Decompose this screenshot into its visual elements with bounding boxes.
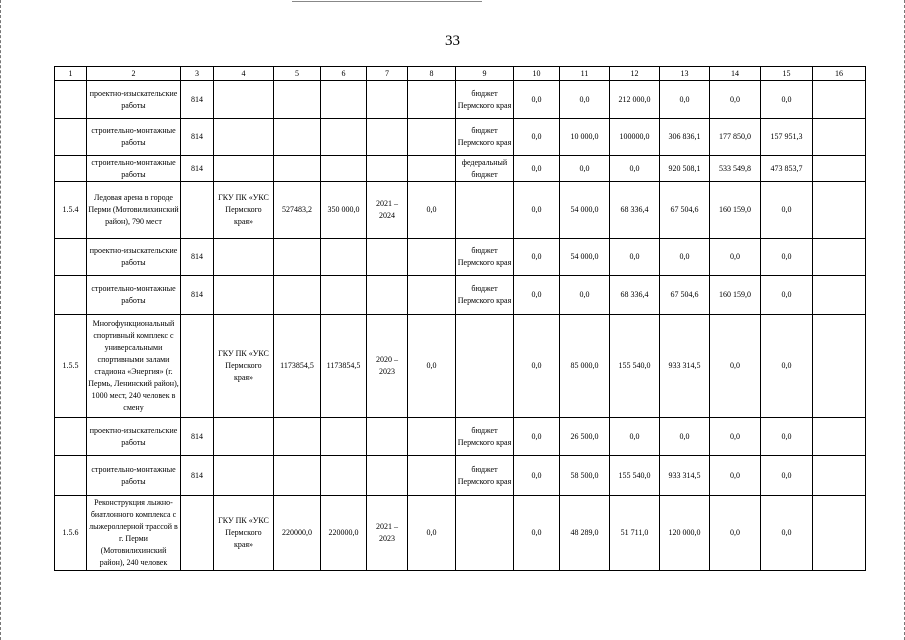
table-row bbox=[55, 418, 866, 456]
col-2020: 0,0 bbox=[514, 156, 560, 182]
col-code bbox=[181, 315, 214, 418]
col-object: строительно-монтажные работы bbox=[87, 119, 181, 156]
col-period bbox=[367, 276, 408, 315]
col-2023: 920 508,1 bbox=[660, 156, 710, 182]
col-2025: 0,0 bbox=[761, 182, 813, 239]
col-2025: 0,0 bbox=[761, 496, 813, 571]
col-customer bbox=[214, 81, 274, 119]
header-cell: 4 bbox=[214, 67, 274, 81]
header-cell: 14 bbox=[710, 67, 761, 81]
col-cost-limit bbox=[321, 418, 367, 456]
col-number bbox=[55, 239, 87, 276]
col-source: бюджет Пермского края bbox=[456, 456, 514, 496]
col-16 bbox=[813, 119, 866, 156]
col-2025: 0,0 bbox=[761, 315, 813, 418]
col-2025: 0,0 bbox=[761, 81, 813, 119]
col-number bbox=[55, 119, 87, 156]
col-cost-limit: 220000,0 bbox=[321, 496, 367, 571]
table-row bbox=[55, 276, 866, 315]
col-2022: 0,0 bbox=[610, 156, 660, 182]
col-2020: 0,0 bbox=[514, 276, 560, 315]
table-row bbox=[55, 315, 866, 418]
col-cost-limit bbox=[321, 119, 367, 156]
col-2023: 0,0 bbox=[660, 81, 710, 119]
col-object: Многофункциональный спортивный комплекс с универсальными спортивными залами стадиона «Энергия» (г. Пермь, Ленинский район), 1000 мест, 240 человек в смену bbox=[87, 315, 181, 418]
col-16 bbox=[813, 496, 866, 571]
col-object: проектно-изыскательские работы bbox=[87, 418, 181, 456]
col-2025: 0,0 bbox=[761, 456, 813, 496]
col-completion bbox=[408, 119, 456, 156]
col-source: бюджет Пермского края bbox=[456, 81, 514, 119]
col-object: Ледовая арена в городе Перми (Мотовилихинский район), 790 мест bbox=[87, 182, 181, 239]
col-cost-limit bbox=[321, 276, 367, 315]
col-object: строительно-монтажные работы bbox=[87, 276, 181, 315]
col-2023: 933 314,5 bbox=[660, 315, 710, 418]
col-period: 2021 – 2024 bbox=[367, 182, 408, 239]
col-cost-limit bbox=[321, 239, 367, 276]
col-cost-estimate bbox=[274, 239, 321, 276]
col-2022: 155 540,0 bbox=[610, 456, 660, 496]
col-cost-estimate bbox=[274, 456, 321, 496]
col-2022: 0,0 bbox=[610, 418, 660, 456]
col-2025: 157 951,3 bbox=[761, 119, 813, 156]
col-2020: 0,0 bbox=[514, 119, 560, 156]
table-row bbox=[55, 456, 866, 496]
col-customer bbox=[214, 119, 274, 156]
col-16 bbox=[813, 81, 866, 119]
table-row bbox=[55, 81, 866, 119]
col-cost-limit bbox=[321, 456, 367, 496]
col-customer: ГКУ ПК «УКС Пермского края» bbox=[214, 315, 274, 418]
col-2025: 0,0 bbox=[761, 276, 813, 315]
col-source: бюджет Пермского края bbox=[456, 119, 514, 156]
col-cost-estimate: 527483,2 bbox=[274, 182, 321, 239]
col-cost-estimate bbox=[274, 81, 321, 119]
header-cell: 5 bbox=[274, 67, 321, 81]
table-row bbox=[55, 239, 866, 276]
col-completion: 0,0 bbox=[408, 496, 456, 571]
col-object: строительно-монтажные работы bbox=[87, 156, 181, 182]
header-cell: 1 bbox=[55, 67, 87, 81]
col-2024: 533 549,8 bbox=[710, 156, 761, 182]
col-2022: 155 540,0 bbox=[610, 315, 660, 418]
table-row bbox=[55, 496, 866, 571]
col-cost-estimate bbox=[274, 276, 321, 315]
table-row bbox=[55, 119, 866, 156]
col-2020: 0,0 bbox=[514, 81, 560, 119]
col-code: 814 bbox=[181, 156, 214, 182]
col-code: 814 bbox=[181, 81, 214, 119]
col-number: 1.5.4 bbox=[55, 182, 87, 239]
col-source: бюджет Пермского края bbox=[456, 276, 514, 315]
budget-table bbox=[54, 66, 866, 571]
header-cell: 11 bbox=[560, 67, 610, 81]
col-period: 2021 – 2023 bbox=[367, 496, 408, 571]
col-16 bbox=[813, 182, 866, 239]
col-2023: 67 504,6 bbox=[660, 276, 710, 315]
col-completion: 0,0 bbox=[408, 182, 456, 239]
col-completion bbox=[408, 456, 456, 496]
col-2024: 0,0 bbox=[710, 418, 761, 456]
col-2023: 120 000,0 bbox=[660, 496, 710, 571]
col-2020: 0,0 bbox=[514, 239, 560, 276]
col-16 bbox=[813, 418, 866, 456]
header-cell: 8 bbox=[408, 67, 456, 81]
col-2022: 100000,0 bbox=[610, 119, 660, 156]
col-2022: 0,0 bbox=[610, 239, 660, 276]
header-cell: 7 bbox=[367, 67, 408, 81]
col-customer: ГКУ ПК «УКС Пермского края» bbox=[214, 496, 274, 571]
col-2020: 0,0 bbox=[514, 182, 560, 239]
col-customer bbox=[214, 276, 274, 315]
table-row bbox=[55, 156, 866, 182]
col-2022: 68 336,4 bbox=[610, 182, 660, 239]
col-customer bbox=[214, 239, 274, 276]
col-code bbox=[181, 496, 214, 571]
col-code bbox=[181, 182, 214, 239]
col-2023: 0,0 bbox=[660, 418, 710, 456]
col-2021: 10 000,0 bbox=[560, 119, 610, 156]
col-2025: 473 853,7 bbox=[761, 156, 813, 182]
col-2021: 85 000,0 bbox=[560, 315, 610, 418]
col-completion bbox=[408, 81, 456, 119]
col-customer bbox=[214, 156, 274, 182]
page-number: 33 bbox=[445, 33, 460, 49]
header-cell: 6 bbox=[321, 67, 367, 81]
col-cost-estimate: 220000,0 bbox=[274, 496, 321, 571]
col-2023: 306 836,1 bbox=[660, 119, 710, 156]
col-number bbox=[55, 156, 87, 182]
col-16 bbox=[813, 276, 866, 315]
col-2022: 51 711,0 bbox=[610, 496, 660, 571]
header-cell: 10 bbox=[514, 67, 560, 81]
col-number bbox=[55, 276, 87, 315]
col-2022: 68 336,4 bbox=[610, 276, 660, 315]
col-16 bbox=[813, 315, 866, 418]
header-row bbox=[55, 67, 866, 81]
col-code: 814 bbox=[181, 119, 214, 156]
col-code: 814 bbox=[181, 418, 214, 456]
col-2020: 0,0 bbox=[514, 456, 560, 496]
col-2024: 0,0 bbox=[710, 239, 761, 276]
col-number bbox=[55, 81, 87, 119]
col-period bbox=[367, 156, 408, 182]
col-2022: 212 000,0 bbox=[610, 81, 660, 119]
col-period: 2020 – 2023 bbox=[367, 315, 408, 418]
left-margin-rule bbox=[0, 0, 3, 640]
col-source bbox=[456, 496, 514, 571]
col-cost-limit: 350 000,0 bbox=[321, 182, 367, 239]
col-2024: 177 850,0 bbox=[710, 119, 761, 156]
table-row bbox=[55, 182, 866, 239]
col-2024: 160 159,0 bbox=[710, 276, 761, 315]
col-2024: 0,0 bbox=[710, 496, 761, 571]
col-source: федеральный бюджет bbox=[456, 156, 514, 182]
header-cell: 16 bbox=[813, 67, 866, 81]
col-code: 814 bbox=[181, 239, 214, 276]
col-2021: 0,0 bbox=[560, 81, 610, 119]
col-source: бюджет Пермского края bbox=[456, 239, 514, 276]
col-code: 814 bbox=[181, 456, 214, 496]
col-cost-limit: 1173854,5 bbox=[321, 315, 367, 418]
col-cost-estimate: 1173854,5 bbox=[274, 315, 321, 418]
header-cell: 3 bbox=[181, 67, 214, 81]
col-2024: 0,0 bbox=[710, 315, 761, 418]
col-object: проектно-изыскательские работы bbox=[87, 81, 181, 119]
col-source: бюджет Пермского края bbox=[456, 418, 514, 456]
col-2021: 54 000,0 bbox=[560, 239, 610, 276]
col-customer bbox=[214, 456, 274, 496]
col-2024: 0,0 bbox=[710, 456, 761, 496]
col-16 bbox=[813, 456, 866, 496]
col-2025: 0,0 bbox=[761, 239, 813, 276]
col-cost-estimate bbox=[274, 418, 321, 456]
col-2023: 933 314,5 bbox=[660, 456, 710, 496]
col-cost-limit bbox=[321, 156, 367, 182]
col-completion bbox=[408, 156, 456, 182]
col-2021: 54 000,0 bbox=[560, 182, 610, 239]
col-number: 1.5.6 bbox=[55, 496, 87, 571]
col-completion bbox=[408, 239, 456, 276]
col-16 bbox=[813, 156, 866, 182]
col-2021: 0,0 bbox=[560, 276, 610, 315]
col-customer: ГКУ ПК «УКС Пермского края» bbox=[214, 182, 274, 239]
col-period bbox=[367, 456, 408, 496]
col-cost-limit bbox=[321, 81, 367, 119]
header-cell: 9 bbox=[456, 67, 514, 81]
col-2021: 48 289,0 bbox=[560, 496, 610, 571]
col-cost-estimate bbox=[274, 156, 321, 182]
col-customer bbox=[214, 418, 274, 456]
col-number bbox=[55, 418, 87, 456]
col-2023: 0,0 bbox=[660, 239, 710, 276]
col-period bbox=[367, 418, 408, 456]
col-number: 1.5.5 bbox=[55, 315, 87, 418]
col-source bbox=[456, 315, 514, 418]
col-2021: 58 500,0 bbox=[560, 456, 610, 496]
col-2021: 0,0 bbox=[560, 156, 610, 182]
col-source bbox=[456, 182, 514, 239]
col-object: проектно-изыскательские работы bbox=[87, 239, 181, 276]
col-2025: 0,0 bbox=[761, 418, 813, 456]
col-2024: 0,0 bbox=[710, 81, 761, 119]
header-cell: 2 bbox=[87, 67, 181, 81]
col-period bbox=[367, 81, 408, 119]
col-16 bbox=[813, 239, 866, 276]
col-period bbox=[367, 119, 408, 156]
col-completion bbox=[408, 276, 456, 315]
col-completion bbox=[408, 418, 456, 456]
col-code: 814 bbox=[181, 276, 214, 315]
col-object: строительно-монтажные работы bbox=[87, 456, 181, 496]
col-2020: 0,0 bbox=[514, 418, 560, 456]
top-rule bbox=[292, 1, 482, 2]
col-2023: 67 504,6 bbox=[660, 182, 710, 239]
col-object: Реконструкция лыжно-биатлонного комплекса с лыжероллерной трассой в г. Перми (Мотовилихинский район), 240 человек bbox=[87, 496, 181, 571]
col-cost-estimate bbox=[274, 119, 321, 156]
header-cell: 15 bbox=[761, 67, 813, 81]
col-period bbox=[367, 239, 408, 276]
col-2024: 160 159,0 bbox=[710, 182, 761, 239]
header-cell: 12 bbox=[610, 67, 660, 81]
col-2021: 26 500,0 bbox=[560, 418, 610, 456]
col-number bbox=[55, 456, 87, 496]
col-2020: 0,0 bbox=[514, 496, 560, 571]
header-cell: 13 bbox=[660, 67, 710, 81]
col-completion: 0,0 bbox=[408, 315, 456, 418]
col-2020: 0,0 bbox=[514, 315, 560, 418]
